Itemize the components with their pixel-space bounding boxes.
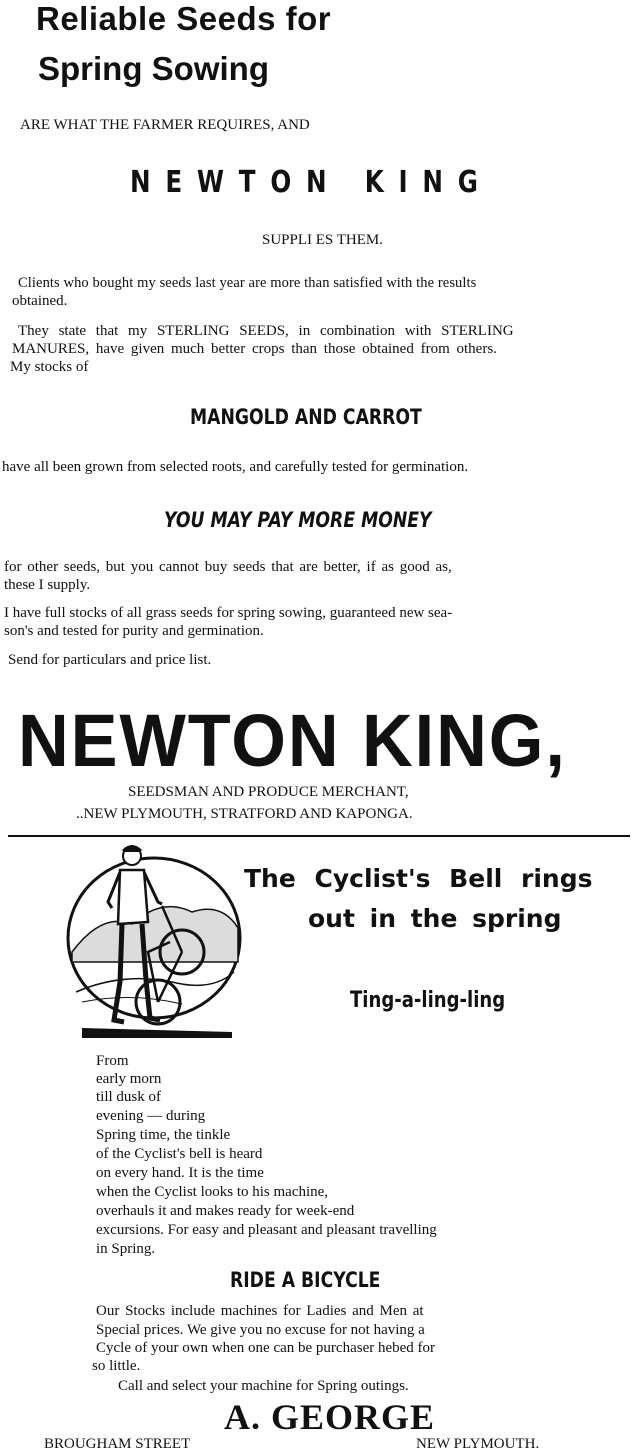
cycle-body-line: in Spring.	[96, 1241, 156, 1257]
para1-line1: Clients who bought my seeds last year are more than satisfied with the results	[18, 275, 477, 291]
cycle-body-line: From	[96, 1053, 129, 1069]
firm-name-large: NEWTON KING,	[18, 699, 567, 782]
cycle-headline-line2: out in the spring	[308, 904, 562, 933]
locations-line: ..NEW PLYMOUTH, STRATFORD AND KAPONGA.	[76, 806, 413, 822]
town-address: NEW PLYMOUTH.	[416, 1436, 540, 1452]
para3: have all been grown from selected roots, and carefully tested for germination.	[2, 459, 469, 475]
firm-name-spaced: NEWTON KING	[130, 165, 493, 200]
stock-line: Call and select your machine for Spring outings.	[118, 1378, 409, 1394]
cyclist-illustration	[62, 842, 242, 1038]
para4-line1: for other seeds, but you cannot buy seeds that are better, if as good as,	[4, 559, 452, 575]
seeds-intro: ARE WHAT THE FARMER REQUIRES, AND	[20, 117, 310, 133]
cycle-body-line: Spring time, the tinkle	[96, 1127, 231, 1143]
stock-line: Special prices. We give you no excuse for not having a	[96, 1322, 425, 1338]
para5-line1: I have full stocks of all grass seeds for spring sowing, guaranteed new sea-	[4, 605, 453, 621]
trade-line: SEEDSMAN AND PRODUCE MERCHANT,	[128, 784, 409, 800]
cycle-headline-line1: The Cyclist's Bell rings	[244, 864, 593, 893]
merchant-name: A. GEORGE	[224, 1397, 436, 1437]
para2-line1: They state that my STERLING SEEDS, in combination with STERLING	[18, 323, 514, 339]
cycle-body-line: excursions. For easy and pleasant and pleasant travelling	[96, 1222, 437, 1238]
street-address: BROUGHAM STREET	[44, 1436, 191, 1452]
stock-line: Cycle of your own when one can be purchaser hebed for	[96, 1340, 436, 1356]
supplies-line: SUPPLI ES THEM.	[262, 232, 383, 248]
cycle-body-line: of the Cyclist's bell is heard	[96, 1146, 263, 1162]
subhead-mangold: MANGOLD AND CARROT	[190, 405, 422, 429]
stock-line: Our Stocks include machines for Ladies and Men at	[96, 1303, 424, 1319]
cycle-body-line: on every hand. It is the time	[96, 1165, 264, 1181]
para1-line2: obtained.	[12, 293, 68, 309]
cycle-body-line: evening — during	[96, 1108, 206, 1124]
stock-line: so little.	[92, 1358, 141, 1374]
cycle-body-line: till dusk of	[96, 1089, 162, 1105]
cycle-body-line: when the Cyclist looks to his machine,	[96, 1184, 329, 1200]
cycle-body-line: early morn	[96, 1071, 162, 1087]
para2-line3: My stocks of	[10, 359, 89, 375]
divider-rule	[8, 835, 630, 837]
ting-line: Ting-a-ling-ling	[350, 988, 506, 1013]
para5-line2: son's and tested for purity and germination.	[4, 623, 264, 639]
para2-line2: MANURES, have given much better crops than those obtained from others.	[12, 341, 497, 357]
para4-line2: these I supply.	[4, 577, 91, 593]
seeds-headline-line2: Spring Sowing	[38, 50, 269, 87]
cycle-body-line: overhauls it and makes ready for week-end	[96, 1203, 355, 1219]
ride-bicycle-head: RIDE A BICYCLE	[230, 1268, 381, 1292]
para6: Send for particulars and price list.	[8, 652, 212, 668]
seeds-headline-line1: Reliable Seeds for	[36, 0, 332, 37]
subhead-money: YOU MAY PAY MORE MONEY	[164, 508, 432, 532]
